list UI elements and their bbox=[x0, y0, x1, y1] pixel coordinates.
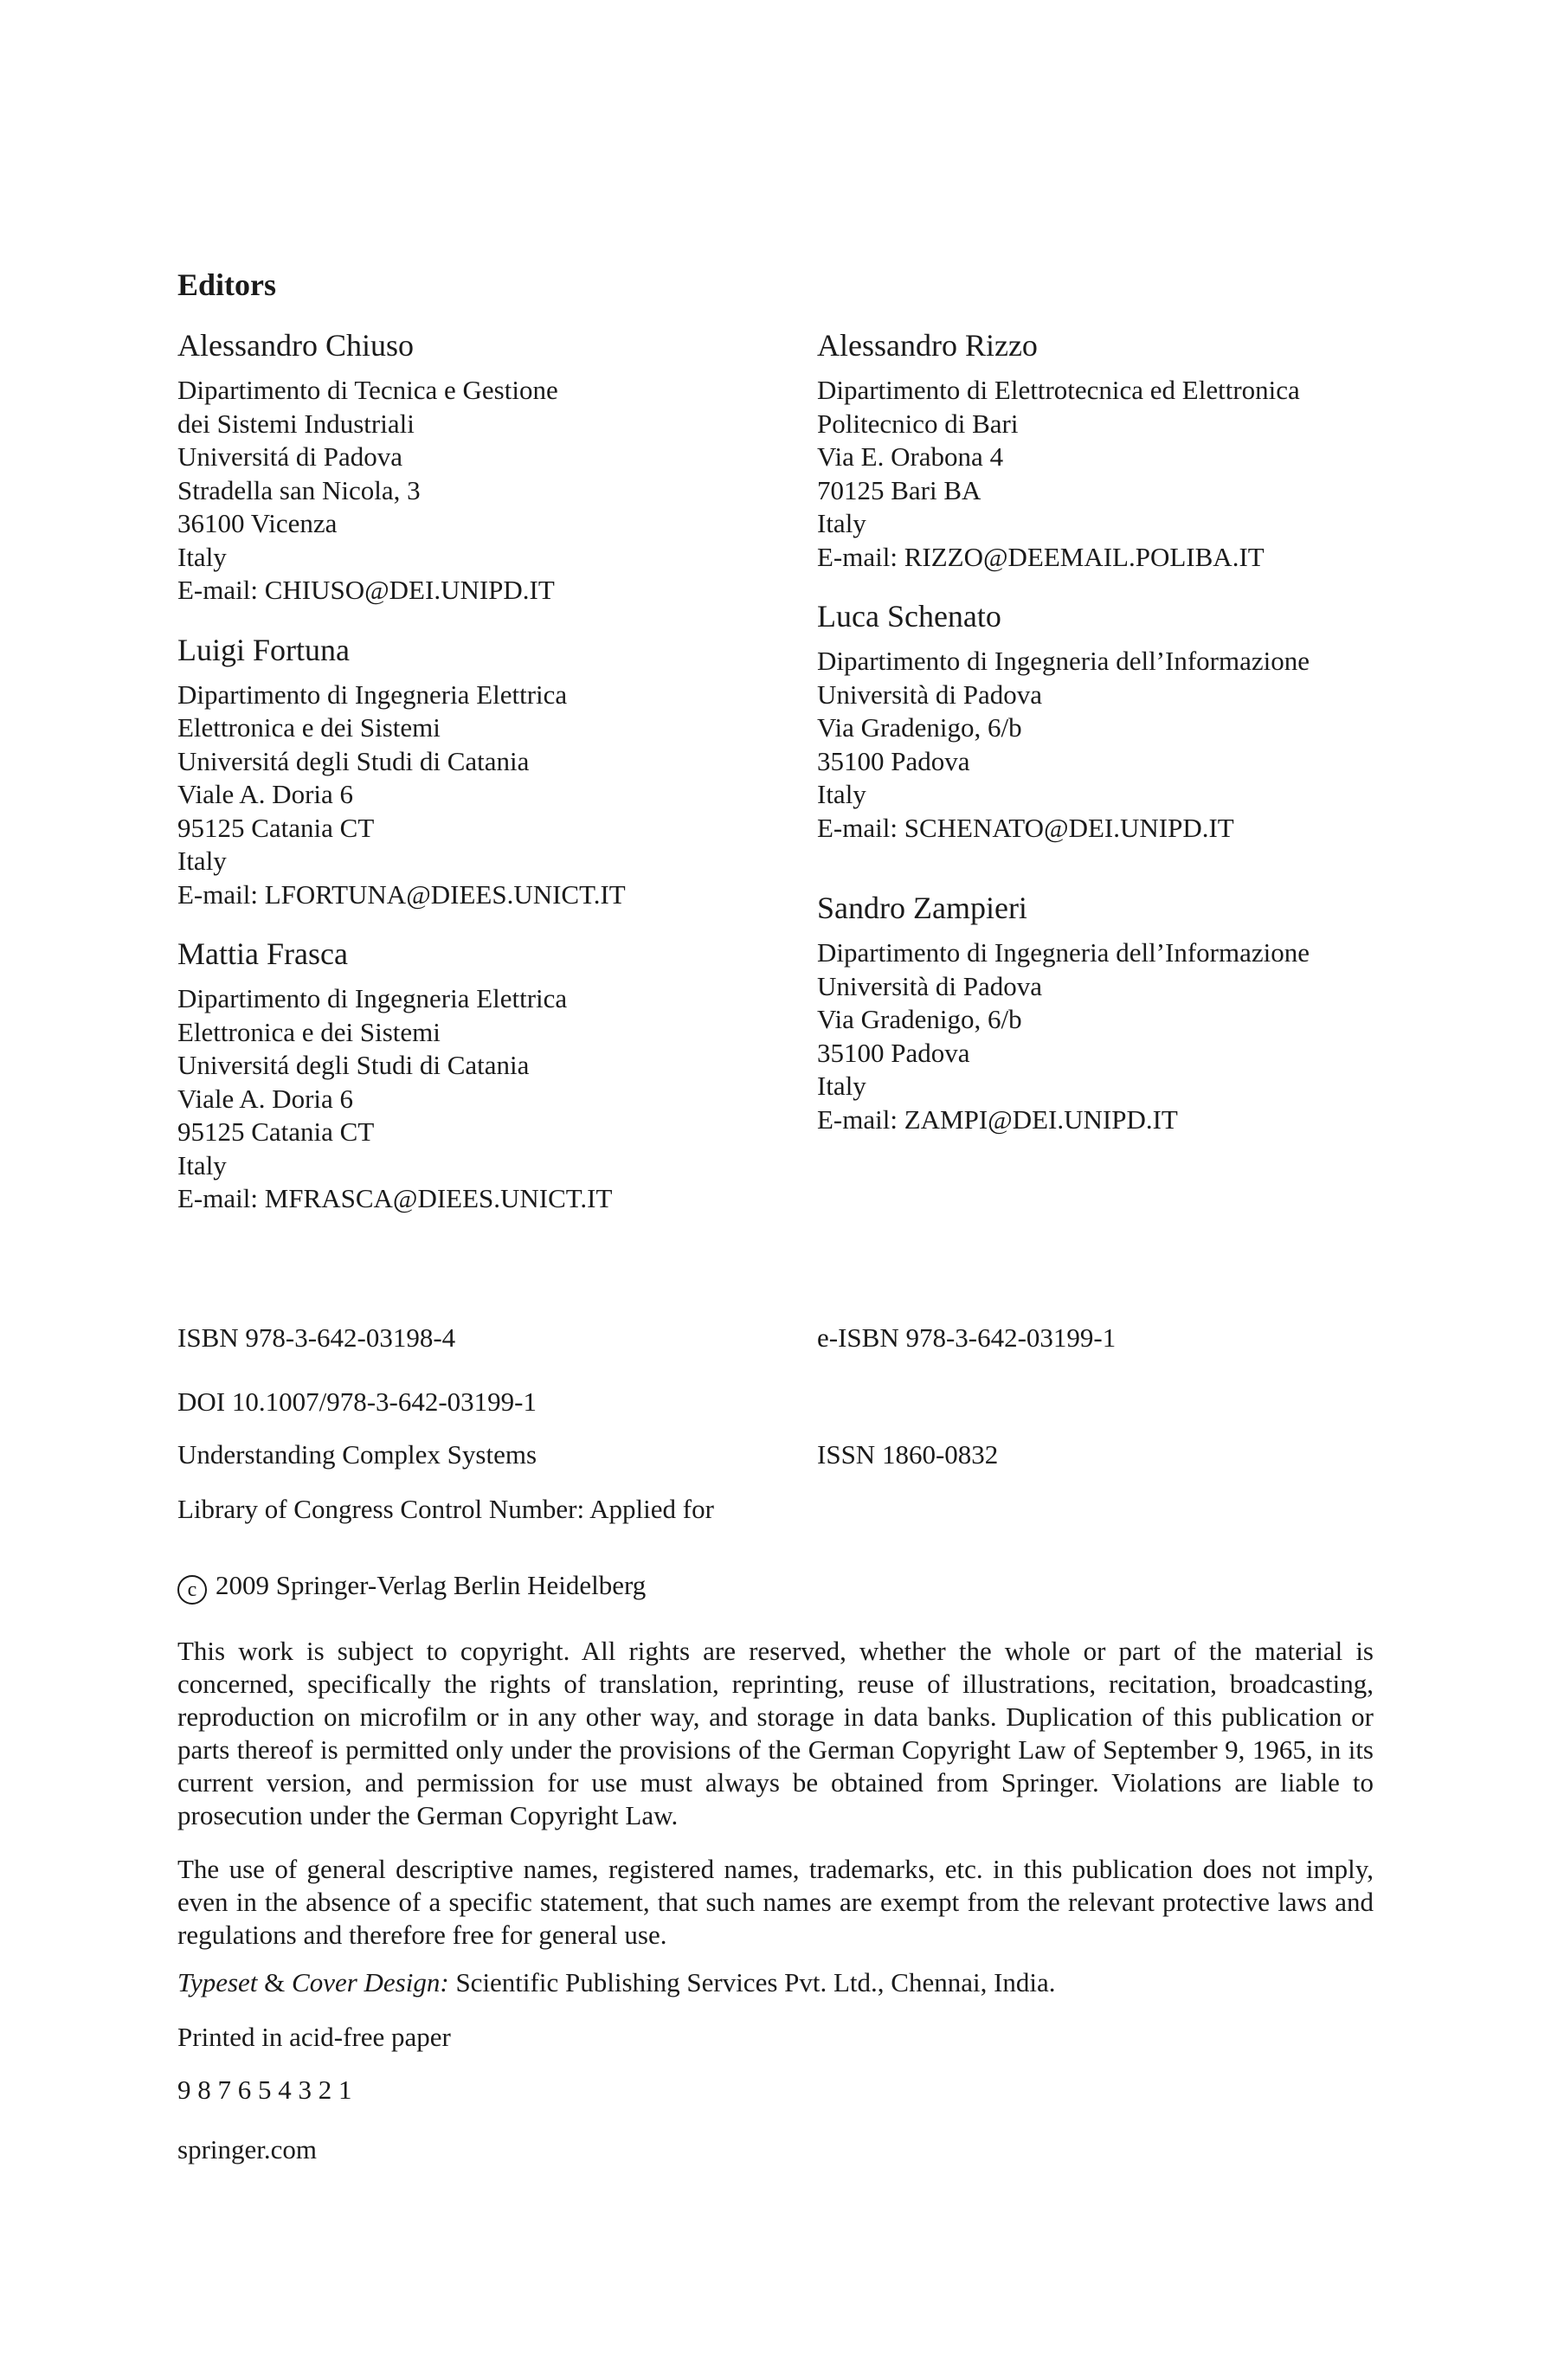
doi: DOI 10.1007/978-3-642-03199-1 bbox=[177, 1386, 537, 1417]
email-line: E-mail: SCHENATO@DEI.UNIPD.IT bbox=[817, 812, 1234, 843]
editor-block bbox=[817, 596, 1440, 845]
editor-name: Alessandro Chiuso bbox=[177, 328, 414, 363]
editor-name: Luca Schenato bbox=[817, 599, 1001, 634]
address-line: Italy bbox=[817, 779, 866, 809]
address-line: Dipartimento di Ingegneria dell’Informazione bbox=[817, 646, 1310, 676]
isbn: ISBN 978-3-642-03198-4 bbox=[177, 1322, 456, 1353]
address-line: Dipartimento di Ingegneria Elettrica bbox=[177, 679, 568, 710]
address-line: 36100 Vicenza bbox=[177, 508, 338, 538]
address-line: Politecnico di Bari bbox=[817, 408, 1019, 439]
copyright-text: 2009 Springer-Verlag Berlin Heidelberg bbox=[216, 1570, 647, 1600]
editors-right-column bbox=[817, 325, 1440, 1159]
address-line: Dipartimento di Ingegneria Elettrica bbox=[177, 983, 568, 1013]
address-line: Universitá di Padova bbox=[177, 441, 403, 472]
editor-block bbox=[177, 325, 801, 608]
address-line: Dipartimento di Ingegneria dell’Informazione bbox=[817, 937, 1310, 968]
editor-block bbox=[817, 325, 1440, 574]
email-line: E-mail: CHIUSO@DEI.UNIPD.IT bbox=[177, 575, 555, 605]
address-line: Dipartimento di Elettrotecnica ed Elettronica bbox=[817, 375, 1300, 405]
address-line: Elettronica e dei Sistemi bbox=[177, 1016, 441, 1047]
address-line: Italy bbox=[177, 846, 227, 876]
address-line: dei Sistemi Industriali bbox=[177, 408, 415, 439]
address-line: Universitá degli Studi di Catania bbox=[177, 1050, 530, 1080]
address-line: Italy bbox=[177, 541, 227, 572]
loc-number: Library of Congress Control Number: Applied for bbox=[177, 1494, 714, 1524]
website-link[interactable]: springer.com bbox=[177, 2134, 317, 2165]
email-line: E-mail: MFRASCA@DIEES.UNICT.IT bbox=[177, 1183, 613, 1213]
address-line: Italy bbox=[817, 508, 866, 538]
editor-block bbox=[817, 888, 1440, 1136]
copyright-icon: c bbox=[177, 1575, 207, 1605]
print-line: 9 8 7 6 5 4 3 2 1 bbox=[177, 2074, 352, 2105]
address-line: 35100 Padova bbox=[817, 745, 970, 776]
address-line: 95125 Catania CT bbox=[177, 1116, 375, 1147]
address-line: Stradella san Nicola, 3 bbox=[177, 474, 421, 505]
editors-heading: Editors bbox=[177, 267, 277, 302]
copyright-paragraph: This work is subject to copyright. All rights are reserved, whether the whole or part of the material is concerned, specifically the rights of translation, reprinting, reuse of illustrations, recitation, broadcasting, reproduction on microfilm or in any other way, and storage in data banks. Duplication of this publication or parts thereof is permitted only under the provisions of the German Copyright Law of September 9, 1965, in its current version, and permission for use must always be obtained from Springer. Violations are liable to prosecution under the German Copyright Law. bbox=[177, 1636, 1374, 1830]
editor-name: Luigi Fortuna bbox=[177, 632, 350, 667]
editor-name: Alessandro Rizzo bbox=[817, 328, 1038, 363]
email-line: E-mail: ZAMPI@DEI.UNIPD.IT bbox=[817, 1103, 1178, 1135]
editor-block bbox=[177, 630, 801, 912]
editor-name: Sandro Zampieri bbox=[817, 891, 1027, 925]
address-line: 35100 Padova bbox=[817, 1037, 970, 1068]
address-line: Dipartimento di Tecnica e Gestione bbox=[177, 375, 558, 405]
eisbn: e-ISBN 978-3-642-03199-1 bbox=[817, 1322, 1117, 1353]
email-line: E-mail: LFORTUNA@DIEES.UNICT.IT bbox=[177, 878, 626, 910]
address-line: 70125 Bari BA bbox=[817, 474, 981, 505]
address-line: Via Gradenigo, 6/b bbox=[817, 1004, 1022, 1034]
address-line: Viale A. Doria 6 bbox=[177, 1083, 354, 1114]
address-line: Italy bbox=[177, 1149, 227, 1180]
address-line: Via Gradenigo, 6/b bbox=[817, 712, 1022, 743]
trademark-paragraph: The use of general descriptive names, registered names, trademarks, etc. in this publication does not imply, even in the absence of a specific statement, that such names are exempt from the relevant protective laws and regulations and therefore free for general use. bbox=[177, 1854, 1374, 1950]
address-line: Italy bbox=[817, 1071, 866, 1101]
email-line: E-mail: RIZZO@DEEMAIL.POLIBA.IT bbox=[817, 541, 1265, 572]
address-line: Universitá degli Studi di Catania bbox=[177, 745, 530, 776]
typeset-credit bbox=[177, 1966, 1056, 1999]
typeset-label: Typeset bbox=[177, 1967, 258, 1997]
editors-left-column bbox=[177, 325, 801, 1238]
address-line: Università di Padova bbox=[817, 679, 1043, 710]
typeset-text: Scientific Publishing Services Pvt. Ltd., Chennai, India. bbox=[455, 1967, 1056, 1997]
address-line: Università di Padova bbox=[817, 970, 1043, 1001]
ampersand: & bbox=[264, 1967, 286, 1997]
address-line: Elettronica e dei Sistemi bbox=[177, 712, 441, 743]
cover-design-label: Cover Design: bbox=[292, 1967, 449, 1997]
editor-name: Mattia Frasca bbox=[177, 936, 348, 971]
address-line: Viale A. Doria 6 bbox=[177, 779, 354, 809]
issn: ISSN 1860-0832 bbox=[817, 1439, 999, 1470]
address-line: 95125 Catania CT bbox=[177, 812, 375, 843]
series-title: Understanding Complex Systems bbox=[177, 1439, 537, 1470]
copyright-line bbox=[177, 1569, 646, 1605]
address-line: Via E. Orabona 4 bbox=[817, 441, 1004, 472]
editor-block bbox=[177, 934, 801, 1216]
printed-note: Printed in acid-free paper bbox=[177, 2022, 451, 2052]
